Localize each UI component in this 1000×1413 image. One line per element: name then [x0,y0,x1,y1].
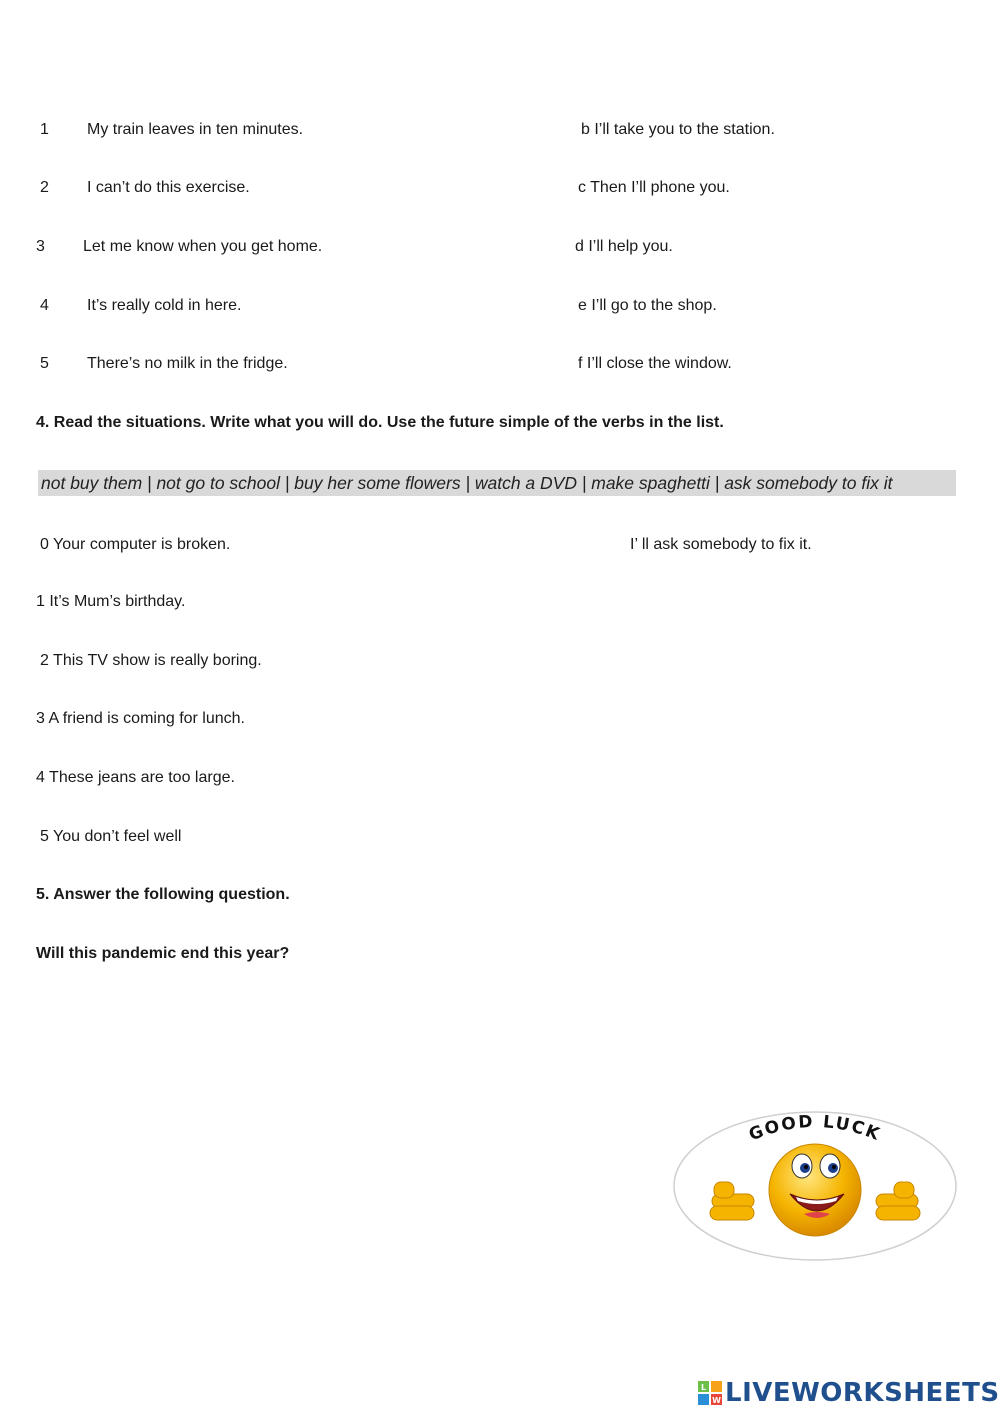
situation: 1 It’s Mum’s birthday. [36,593,186,610]
verb-list-box [38,470,956,496]
item-number: 2 [40,179,49,196]
question: Will this pandemic end this year? [36,945,290,962]
verb-list: not buy them | not go to school | buy her some flowers | watch a DVD | make spaghetti | ask somebody to fix it [41,473,893,493]
situation: 0 Your computer is broken. [40,536,231,553]
item-number: 1 [40,121,49,138]
matching-prompt: There’s no milk in the fridge. [87,355,288,372]
matching-response: c Then I’ll phone you. [578,179,730,196]
good-luck-sticker [672,1110,958,1262]
good-luck-text: GOOD LUCK [746,1111,884,1146]
matching-response: e I’ll go to the shop. [578,297,717,314]
matching-prompt: Let me know when you get home. [83,238,323,255]
matching-prompt: It’s really cold in here. [87,297,242,314]
item-number: 4 [40,297,49,314]
example-answer: I’ ll ask somebody to fix it. [630,536,812,553]
matching-response: f I’ll close the window. [578,355,732,372]
situation: 2 This TV show is really boring. [40,652,262,669]
logo-text: LIVEWORKSHEETS [725,1378,1000,1408]
matching-response: d I’ll help you. [575,238,673,255]
section-4-heading: 4. Read the situations. Write what you will do. Use the future simple of the verbs in the list. [36,414,724,431]
liveworksheets-logo [698,1378,1000,1408]
section-5-heading: 5. Answer the following question. [36,886,290,903]
svg-text:W: W [712,1396,721,1405]
matching-prompt: My train leaves in ten minutes. [87,121,304,138]
situation: 4 These jeans are too large. [36,769,235,786]
item-number: 3 [36,238,45,255]
liveworksheets-mark-icon [698,1381,722,1405]
situation: 5 You don’t feel well [40,828,182,845]
matching-prompt: I can’t do this exercise. [87,179,250,196]
svg-text:L: L [700,1383,707,1392]
matching-response: b I’ll take you to the station. [581,121,775,138]
situation: 3 A friend is coming for lunch. [36,710,245,727]
item-number: 5 [40,355,49,372]
